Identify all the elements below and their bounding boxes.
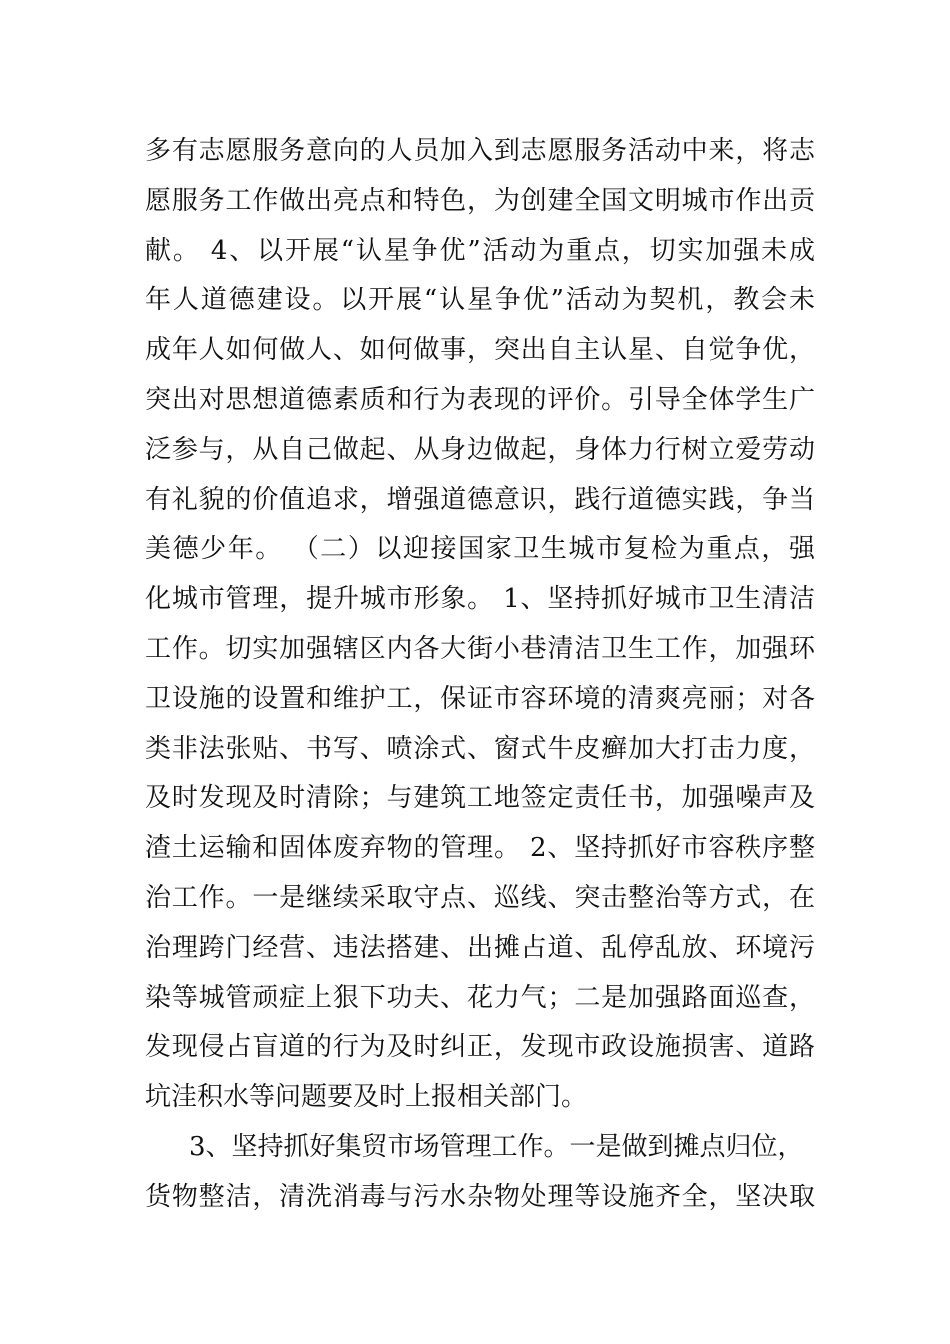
text-line: 类非法张贴、书写、喷涂式、窗式牛皮癣加大打击力度， bbox=[145, 733, 815, 764]
text-line: 染等城管顽症上狠下功夫、花力气；二是加强路面巡查， bbox=[145, 982, 815, 1013]
text-line-paragraph-end: 坑洼积水等问题要及时上报相关部门。 bbox=[145, 1082, 588, 1113]
text-line: 突出对思想道德素质和行为表现的评价。引导全体学生广 bbox=[145, 384, 815, 415]
text-line: 年人道德建设。以开展“认星争优”活动为契机，教会未 bbox=[145, 285, 815, 316]
text-line: 治工作。一是继续采取守点、巡线、突击整治等方式，在 bbox=[145, 882, 815, 913]
text-line: 泛参与，从自己做起、从身边做起，身体力行树立爱劳动 bbox=[145, 434, 815, 465]
text-line: 美德少年。 （二）以迎接国家卫生城市复检为重点，强 bbox=[145, 534, 815, 565]
text-line-paragraph-start: 3、坚持抓好集贸市场管理工作。一是做到摊点归位， bbox=[189, 1131, 804, 1162]
text-line: 成年人如何做人、如何做事，突出自主认星、自觉争优， bbox=[145, 335, 815, 366]
body-text bbox=[145, 127, 815, 1223]
text-line: 卫设施的设置和维护工，保证市容环境的清爽亮丽；对各 bbox=[145, 683, 815, 714]
text-line: 治理跨门经营、违法搭建、出摊占道、乱停乱放、环境污 bbox=[145, 932, 815, 963]
text-line: 化城市管理，提升城市形象。 1、坚持抓好城市卫生清洁 bbox=[145, 584, 815, 615]
text-line: 愿服务工作做出亮点和特色，为创建全国文明城市作出贡 bbox=[145, 185, 815, 216]
text-line: 工作。切实加强辖区内各大街小巷清洁卫生工作，加强环 bbox=[145, 633, 815, 664]
text-line: 货物整洁，清洗消毒与污水杂物处理等设施齐全，坚决取 bbox=[145, 1181, 815, 1212]
text-line: 及时发现及时清除；与建筑工地签定责任书，加强噪声及 bbox=[145, 783, 815, 814]
text-line: 多有志愿服务意向的人员加入到志愿服务活动中来，将志 bbox=[145, 136, 815, 166]
text-line: 渣土运输和固体废弃物的管理。 2、坚持抓好市容秩序整 bbox=[145, 833, 815, 864]
text-line: 有礼貌的价值追求，增强道德意识，践行道德实践，争当 bbox=[145, 484, 815, 515]
text-line: 发现侵占盲道的行为及时纠正，发现市政设施损害、道路 bbox=[145, 1032, 815, 1063]
text-line: 献。 4、以开展“认星争优”活动为重点，切实加强未成 bbox=[145, 235, 815, 266]
